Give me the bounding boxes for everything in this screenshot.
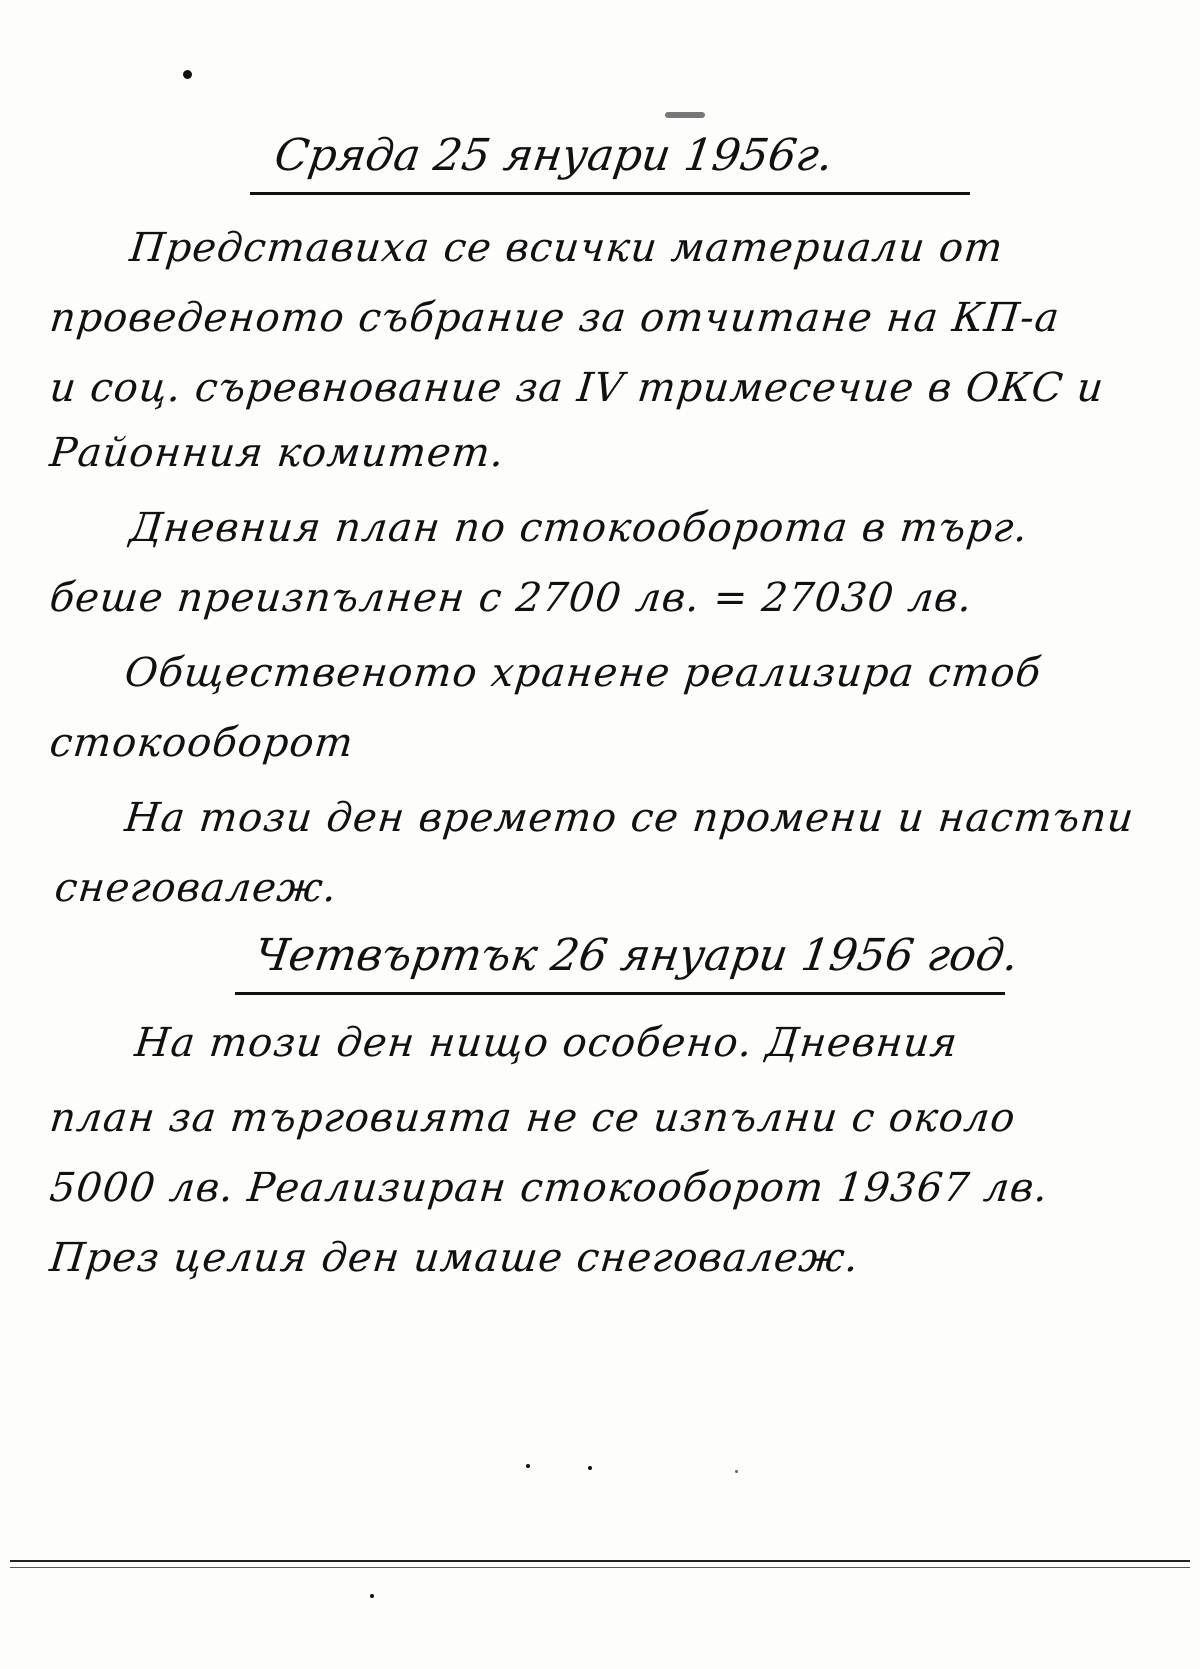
entry2-heading: Четвъртък 26 януари 1956 год. xyxy=(251,930,1022,981)
entry1-line: Районния комитет. xyxy=(47,430,507,476)
scan-edge-line xyxy=(10,1567,1190,1568)
ink-smudge xyxy=(665,112,705,118)
entry1-line: беше преизпълнен с 2700 лв. = 27030 лв. xyxy=(47,575,975,621)
ink-speck xyxy=(183,70,192,79)
entry2-line: През целия ден имаше снеговалеж. xyxy=(47,1235,862,1281)
entry1-line: и соц. съревнование за IV тримесечие в ОКС и xyxy=(47,365,1107,411)
entry1-line: проведеното събрание за отчитане на КП-а xyxy=(47,295,1063,341)
entry1-heading-underline xyxy=(250,192,970,195)
ink-speck xyxy=(370,1594,374,1598)
entry1-line: Общественото хранене реализира стоб xyxy=(122,650,1044,696)
entry2-line: план за търговията не се изпълни с около xyxy=(47,1095,1018,1141)
ink-speck xyxy=(526,1464,530,1468)
entry1-heading: Сряда 25 януари 1956г. xyxy=(271,130,837,181)
ink-speck xyxy=(588,1466,592,1470)
entry2-heading-underline xyxy=(235,992,1005,995)
entry1-line: Дневния план по стокооборота в търг. xyxy=(127,505,1031,551)
entry1-line: Представиха се всички материали от xyxy=(127,225,1006,271)
scan-edge-line xyxy=(10,1560,1190,1562)
entry2-line: На този ден нищо особено. Дневния xyxy=(132,1020,961,1066)
ink-speck xyxy=(735,1470,738,1473)
entry1-line: снеговалеж. xyxy=(52,865,340,911)
entry1-line: стокооборот xyxy=(47,720,356,766)
entry1-line: На този ден времето се промени и настъпи xyxy=(122,795,1137,841)
entry2-line: 5000 лв. Реализиран стокооборот 19367 лв. xyxy=(47,1165,1051,1211)
